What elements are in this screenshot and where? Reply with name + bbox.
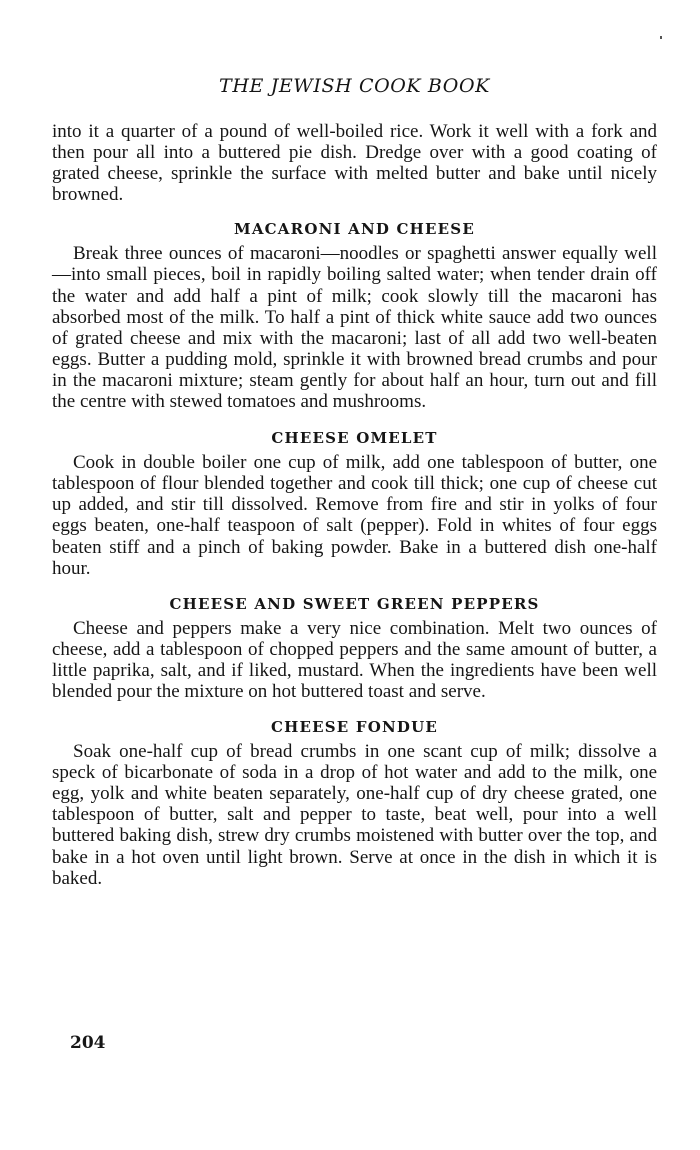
book-page (52, 0, 657, 1150)
recipe-title-macaroni-and-cheese: MACARONI AND CHEESE (234, 220, 475, 239)
page-number: 204 (70, 1033, 106, 1053)
recipe-body-cheese-fondue: Soak one-half cup of bread crumbs in one scant cup of milk; dissolve a speck of bicarbonate of soda in a drop of hot water and add to the milk, one egg, yolk and white beaten separately, one-half cup of dry cheese grated, one tablespoon of butter, salt and pepper to taste, beat well, pour into a well buttered baking dish, strew dry crumbs moistened with butter over the top, and bake in a hot oven until light brown. Serve at once in the dish in which it is baked. (52, 741, 657, 889)
recipe-title-cheese-omelet: CHEESE OMELET (271, 429, 438, 448)
scan-speck (660, 36, 662, 39)
recipe-title-cheese-fondue: CHEESE FONDUE (270, 718, 438, 737)
page-content (52, 121, 657, 889)
recipe-body-cheese-and-sweet-green-peppers: Cheese and peppers make a very nice combination. Melt two ounces of cheese, add a tablespoon of chopped peppers and the same amount of butter, a little paprika, salt, and if liked, mustard. When the ingredients have been well blended pour the mixture on hot buttered toast and serve. (52, 617, 657, 702)
recipe-body-macaroni-and-cheese: Break three ounces of macaroni—noodles or spaghetti answer equally well—into small pieces, boil in rapidly boiling salted water; when tender drain off the water and add half a pint of milk; cook slowly till the macaroni has absorbed most of the milk. To half a pint of thick white sauce add two ounces of grated cheese and mix with the macaroni; last of all add two well-beaten eggs. Butter a pudding mold, sprinkle it with browned bread crumbs and pour in the macaroni mixture; steam gently for about half an hour, turn out and fill the centre with stewed tomatoes and mushrooms. (52, 243, 657, 413)
running-head: THE JEWISH COOK BOOK (219, 75, 490, 97)
continued-paragraph: into it a quarter of a pound of well-boiled rice. Work it well with a fork and then pour all into a buttered pie dish. Dredge over with a good coating of grated cheese, sprinkle the surface with melted butter and bake until nicely browned. (52, 121, 657, 206)
recipe-title-cheese-and-sweet-green-peppers: CHEESE AND SWEET GREEN PEPPERS (169, 594, 540, 613)
recipe-body-cheese-omelet: Cook in double boiler one cup of milk, add one tablespoon of butter, one tablespoon of flour blended together and cook till thick; one cup of cheese cut up added, and stir till dissolved. Remove from fire and stir in yolks of four eggs beaten, one-half teaspoon of salt (pepper). Fold in whites of four eggs beaten stiff and a pinch of baking powder. Bake in a buttered dish one-half hour. (52, 452, 657, 579)
